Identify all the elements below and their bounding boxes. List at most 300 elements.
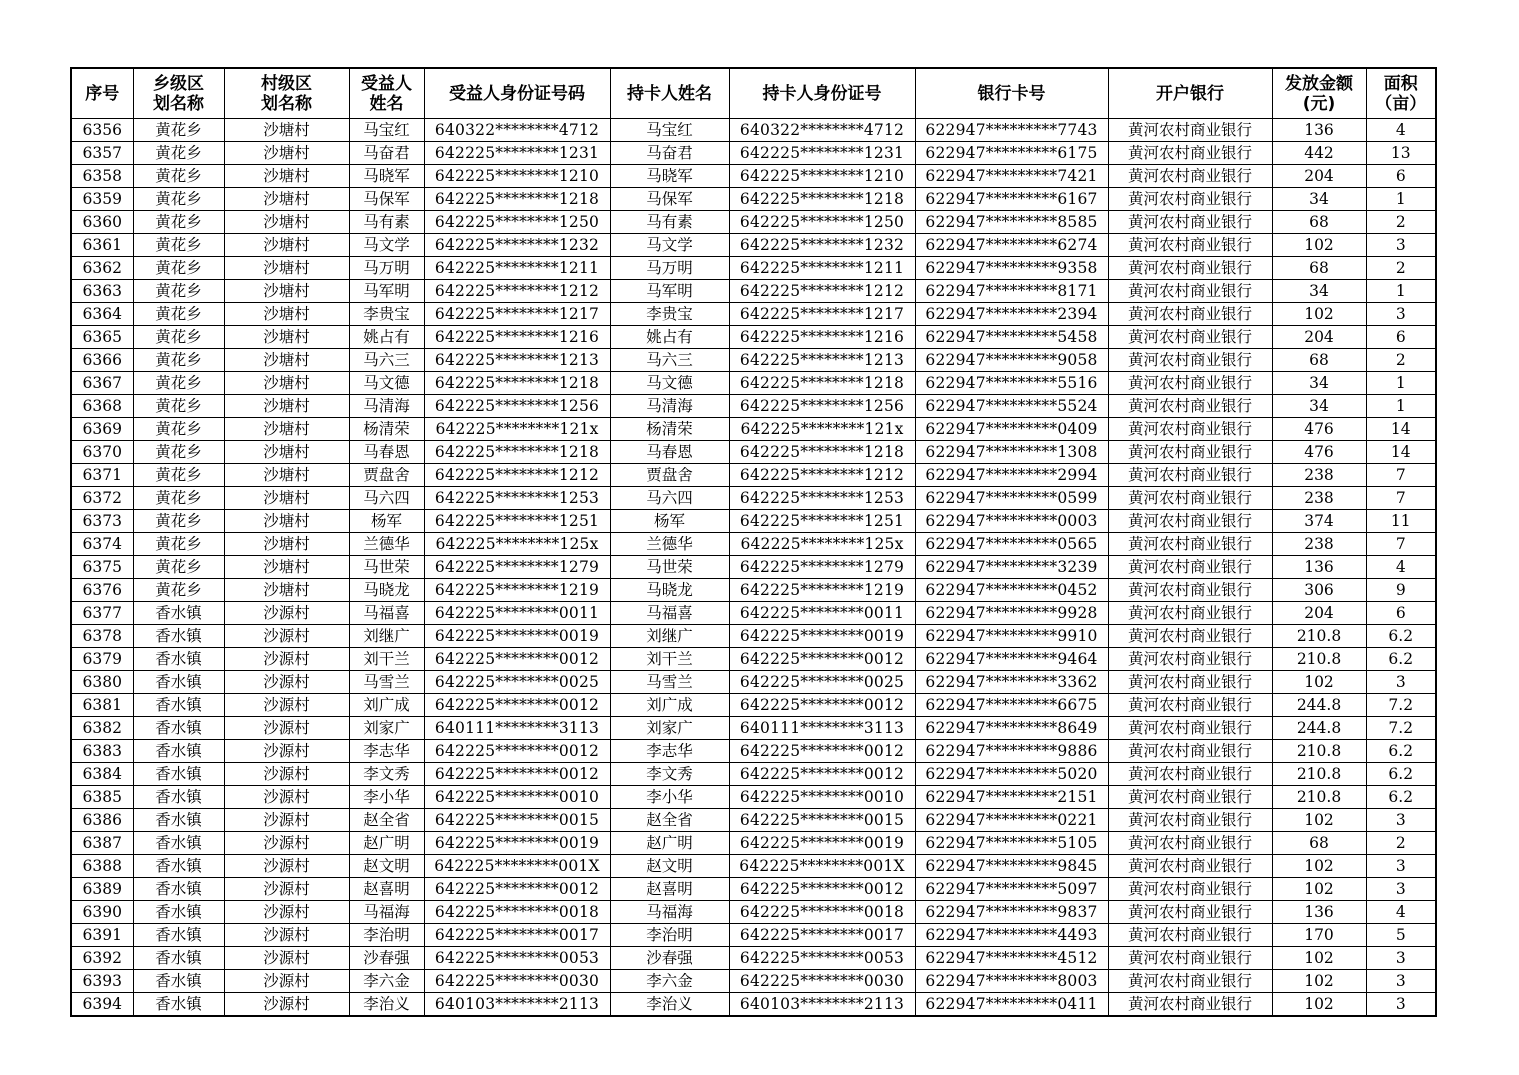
col-township-cell: 黄花乡	[133, 119, 224, 142]
table-row	[71, 487, 1436, 510]
col-index-cell: 6385	[71, 786, 133, 809]
col-bank-card-cell: 622947*********9058	[915, 349, 1108, 372]
col-township-cell: 香水镇	[133, 855, 224, 878]
col-beneficiary-name-cell: 马福喜	[349, 602, 424, 625]
col-area-cell: 6	[1366, 326, 1436, 349]
col-beneficiary-id-cell: 642225********0012	[424, 648, 610, 671]
col-township-cell: 黄花乡	[133, 533, 224, 556]
col-cardholder-id-cell: 642225********1212	[729, 464, 915, 487]
col-amount-cell: 210.8	[1272, 763, 1366, 786]
col-township-cell: 黄花乡	[133, 349, 224, 372]
table-row	[71, 763, 1436, 786]
col-cardholder-id-cell: 642225********1210	[729, 165, 915, 188]
col-beneficiary-id-cell: 642225********1256	[424, 395, 610, 418]
col-village-cell: 沙源村	[224, 602, 349, 625]
col-amount-cell: 68	[1272, 832, 1366, 855]
col-beneficiary-id-cell: 642225********1213	[424, 349, 610, 372]
header-col-cardholder-name	[610, 68, 729, 119]
col-area-cell: 3	[1366, 671, 1436, 694]
header-text: （亩）	[1375, 93, 1427, 114]
col-beneficiary-id-cell: 642225********1218	[424, 441, 610, 464]
col-area-cell: 3	[1366, 809, 1436, 832]
col-area-cell: 7	[1366, 533, 1436, 556]
table-row	[71, 924, 1436, 947]
table-body	[71, 119, 1436, 1017]
col-index-cell: 6368	[71, 395, 133, 418]
col-beneficiary-id-cell: 642225********1232	[424, 234, 610, 257]
col-beneficiary-id-cell: 642225********0012	[424, 694, 610, 717]
col-bank-card-cell: 622947*********3239	[915, 556, 1108, 579]
table-row	[71, 671, 1436, 694]
col-beneficiary-name-cell: 刘干兰	[349, 648, 424, 671]
header-col-area	[1366, 68, 1436, 119]
col-bank-card-cell: 622947*********7743	[915, 119, 1108, 142]
col-beneficiary-name-cell: 李贵宝	[349, 303, 424, 326]
col-beneficiary-id-cell: 642225********1250	[424, 211, 610, 234]
col-area-cell: 1	[1366, 188, 1436, 211]
col-beneficiary-id-cell: 642225********1217	[424, 303, 610, 326]
col-beneficiary-name-cell: 马有素	[349, 211, 424, 234]
col-beneficiary-id-cell: 642225********001X	[424, 855, 610, 878]
col-area-cell: 6.2	[1366, 740, 1436, 763]
col-index-cell: 6371	[71, 464, 133, 487]
col-bank-card-cell: 622947*********9886	[915, 740, 1108, 763]
col-beneficiary-id-cell: 642225********1216	[424, 326, 610, 349]
col-beneficiary-id-cell: 642225********0012	[424, 740, 610, 763]
col-township-cell: 黄花乡	[133, 487, 224, 510]
col-village-cell: 沙塘村	[224, 556, 349, 579]
col-area-cell: 3	[1366, 234, 1436, 257]
col-amount-cell: 102	[1272, 303, 1366, 326]
col-beneficiary-id-cell: 642225********121x	[424, 418, 610, 441]
col-village-cell: 沙源村	[224, 625, 349, 648]
col-cardholder-name-cell: 赵全省	[610, 809, 729, 832]
col-area-cell: 4	[1366, 119, 1436, 142]
col-beneficiary-name-cell: 马宝红	[349, 119, 424, 142]
col-cardholder-name-cell: 马六四	[610, 487, 729, 510]
col-village-cell: 沙源村	[224, 740, 349, 763]
subsidy-table-page	[70, 67, 1437, 1017]
col-bank-card-cell: 622947*********5020	[915, 763, 1108, 786]
table-row	[71, 878, 1436, 901]
col-village-cell: 沙塘村	[224, 349, 349, 372]
col-bank-cell: 黄河农村商业银行	[1108, 464, 1272, 487]
col-bank-card-cell: 622947*********7421	[915, 165, 1108, 188]
col-index-cell: 6374	[71, 533, 133, 556]
col-bank-card-cell: 622947*********2394	[915, 303, 1108, 326]
col-amount-cell: 136	[1272, 556, 1366, 579]
table-row	[71, 809, 1436, 832]
col-bank-card-cell: 622947*********5105	[915, 832, 1108, 855]
col-township-cell: 香水镇	[133, 809, 224, 832]
col-beneficiary-name-cell: 赵全省	[349, 809, 424, 832]
col-bank-cell: 黄河农村商业银行	[1108, 924, 1272, 947]
col-beneficiary-name-cell: 李六金	[349, 970, 424, 993]
col-index-cell: 6369	[71, 418, 133, 441]
col-township-cell: 黄花乡	[133, 165, 224, 188]
col-cardholder-id-cell: 642225********125x	[729, 533, 915, 556]
header-text: 划名称	[153, 93, 204, 114]
col-cardholder-id-cell: 642225********1253	[729, 487, 915, 510]
col-index-cell: 6390	[71, 901, 133, 924]
col-amount-cell: 306	[1272, 579, 1366, 602]
col-bank-card-cell: 622947*********9358	[915, 257, 1108, 280]
table-row	[71, 326, 1436, 349]
col-bank-cell: 黄河农村商业银行	[1108, 119, 1272, 142]
col-area-cell: 4	[1366, 901, 1436, 924]
col-bank-cell: 黄河农村商业银行	[1108, 142, 1272, 165]
col-bank-card-cell: 622947*********1308	[915, 441, 1108, 464]
col-bank-cell: 黄河农村商业银行	[1108, 671, 1272, 694]
col-cardholder-name-cell: 马清海	[610, 395, 729, 418]
col-cardholder-name-cell: 李六金	[610, 970, 729, 993]
col-cardholder-id-cell: 640103********2113	[729, 993, 915, 1017]
col-beneficiary-id-cell: 642225********0018	[424, 901, 610, 924]
col-index-cell: 6386	[71, 809, 133, 832]
col-bank-cell: 黄河农村商业银行	[1108, 625, 1272, 648]
col-cardholder-id-cell: 640111********3113	[729, 717, 915, 740]
col-township-cell: 香水镇	[133, 924, 224, 947]
col-village-cell: 沙源村	[224, 970, 349, 993]
col-index-cell: 6356	[71, 119, 133, 142]
col-township-cell: 黄花乡	[133, 280, 224, 303]
header-col-amount	[1272, 68, 1366, 119]
col-amount-cell: 170	[1272, 924, 1366, 947]
header-text: 划名称	[261, 93, 312, 114]
col-village-cell: 沙源村	[224, 694, 349, 717]
col-amount-cell: 210.8	[1272, 625, 1366, 648]
col-cardholder-name-cell: 杨清荣	[610, 418, 729, 441]
col-amount-cell: 102	[1272, 671, 1366, 694]
header-col-beneficiary-id	[424, 68, 610, 119]
col-township-cell: 黄花乡	[133, 556, 224, 579]
col-amount-cell: 204	[1272, 602, 1366, 625]
col-village-cell: 沙源村	[224, 648, 349, 671]
col-township-cell: 黄花乡	[133, 142, 224, 165]
col-amount-cell: 34	[1272, 188, 1366, 211]
col-beneficiary-name-cell: 马保军	[349, 188, 424, 211]
col-amount-cell: 34	[1272, 395, 1366, 418]
col-bank-card-cell: 622947*********8649	[915, 717, 1108, 740]
header-text: 面积	[1383, 73, 1418, 94]
col-cardholder-name-cell: 马福喜	[610, 602, 729, 625]
col-village-cell: 沙塘村	[224, 280, 349, 303]
col-index-cell: 6370	[71, 441, 133, 464]
col-index-cell: 6359	[71, 188, 133, 211]
col-amount-cell: 102	[1272, 993, 1366, 1017]
col-bank-card-cell: 622947*********0221	[915, 809, 1108, 832]
col-beneficiary-name-cell: 马晓军	[349, 165, 424, 188]
col-cardholder-name-cell: 刘干兰	[610, 648, 729, 671]
col-cardholder-id-cell: 642225********0018	[729, 901, 915, 924]
col-township-cell: 黄花乡	[133, 234, 224, 257]
col-cardholder-id-cell: 642225********1218	[729, 188, 915, 211]
table-row	[71, 947, 1436, 970]
col-cardholder-name-cell: 马晓龙	[610, 579, 729, 602]
header-text: 受益人身份证号码	[449, 83, 585, 104]
col-bank-card-cell: 622947*********9928	[915, 602, 1108, 625]
col-area-cell: 7.2	[1366, 694, 1436, 717]
col-bank-cell: 黄河农村商业银行	[1108, 993, 1272, 1017]
col-beneficiary-name-cell: 马世荣	[349, 556, 424, 579]
col-village-cell: 沙塘村	[224, 119, 349, 142]
col-cardholder-id-cell: 642225********0030	[729, 970, 915, 993]
col-bank-cell: 黄河农村商业银行	[1108, 901, 1272, 924]
col-amount-cell: 136	[1272, 119, 1366, 142]
col-cardholder-id-cell: 642225********1216	[729, 326, 915, 349]
col-beneficiary-id-cell: 640322********4712	[424, 119, 610, 142]
col-bank-card-cell: 622947*********5458	[915, 326, 1108, 349]
col-cardholder-name-cell: 赵文明	[610, 855, 729, 878]
col-beneficiary-name-cell: 马文德	[349, 372, 424, 395]
table-row	[71, 602, 1436, 625]
col-cardholder-id-cell: 642225********0025	[729, 671, 915, 694]
header-text: 村级区	[261, 73, 312, 94]
col-area-cell: 6.2	[1366, 648, 1436, 671]
col-village-cell: 沙源村	[224, 924, 349, 947]
header-text: 开户银行	[1156, 83, 1224, 104]
table-row	[71, 257, 1436, 280]
header-col-bank	[1108, 68, 1272, 119]
col-bank-card-cell: 622947*********5097	[915, 878, 1108, 901]
table-row	[71, 211, 1436, 234]
col-beneficiary-id-cell: 642225********0015	[424, 809, 610, 832]
col-amount-cell: 136	[1272, 901, 1366, 924]
col-township-cell: 香水镇	[133, 786, 224, 809]
col-beneficiary-name-cell: 马清海	[349, 395, 424, 418]
col-amount-cell: 374	[1272, 510, 1366, 533]
col-township-cell: 香水镇	[133, 740, 224, 763]
col-bank-card-cell: 622947*********0003	[915, 510, 1108, 533]
table-row	[71, 441, 1436, 464]
col-index-cell: 6382	[71, 717, 133, 740]
col-bank-cell: 黄河农村商业银行	[1108, 349, 1272, 372]
col-beneficiary-id-cell: 642225********1218	[424, 372, 610, 395]
table-row	[71, 855, 1436, 878]
col-cardholder-id-cell: 642225********0012	[729, 694, 915, 717]
table-row	[71, 418, 1436, 441]
col-beneficiary-id-cell: 642225********0012	[424, 763, 610, 786]
col-beneficiary-name-cell: 马六四	[349, 487, 424, 510]
col-bank-card-cell: 622947*********5524	[915, 395, 1108, 418]
table-row	[71, 832, 1436, 855]
col-bank-card-cell: 622947*********8003	[915, 970, 1108, 993]
table-row	[71, 786, 1436, 809]
col-township-cell: 香水镇	[133, 832, 224, 855]
col-cardholder-id-cell: 642225********0053	[729, 947, 915, 970]
col-area-cell: 6.2	[1366, 625, 1436, 648]
col-bank-cell: 黄河农村商业银行	[1108, 648, 1272, 671]
col-township-cell: 黄花乡	[133, 303, 224, 326]
col-bank-cell: 黄河农村商业银行	[1108, 165, 1272, 188]
col-area-cell: 9	[1366, 579, 1436, 602]
col-township-cell: 香水镇	[133, 901, 224, 924]
col-amount-cell: 34	[1272, 280, 1366, 303]
col-beneficiary-id-cell: 642225********0012	[424, 878, 610, 901]
col-township-cell: 黄花乡	[133, 326, 224, 349]
col-bank-cell: 黄河农村商业银行	[1108, 234, 1272, 257]
col-cardholder-id-cell: 642225********0019	[729, 625, 915, 648]
col-cardholder-name-cell: 马文德	[610, 372, 729, 395]
col-township-cell: 香水镇	[133, 625, 224, 648]
col-township-cell: 黄花乡	[133, 211, 224, 234]
header-text: 发放金额	[1285, 73, 1353, 94]
col-cardholder-id-cell: 642225********1279	[729, 556, 915, 579]
col-index-cell: 6373	[71, 510, 133, 533]
col-amount-cell: 210.8	[1272, 740, 1366, 763]
col-bank-cell: 黄河农村商业银行	[1108, 372, 1272, 395]
col-village-cell: 沙源村	[224, 671, 349, 694]
col-bank-card-cell: 622947*********9845	[915, 855, 1108, 878]
col-bank-cell: 黄河农村商业银行	[1108, 832, 1272, 855]
col-area-cell: 1	[1366, 372, 1436, 395]
col-beneficiary-name-cell: 马春恩	[349, 441, 424, 464]
col-index-cell: 6387	[71, 832, 133, 855]
col-area-cell: 14	[1366, 418, 1436, 441]
col-index-cell: 6375	[71, 556, 133, 579]
col-bank-card-cell: 622947*********6274	[915, 234, 1108, 257]
col-cardholder-id-cell: 640322********4712	[729, 119, 915, 142]
table-row	[71, 165, 1436, 188]
col-beneficiary-name-cell: 李小华	[349, 786, 424, 809]
col-beneficiary-name-cell: 贾盘舍	[349, 464, 424, 487]
col-bank-cell: 黄河农村商业银行	[1108, 257, 1272, 280]
col-amount-cell: 102	[1272, 947, 1366, 970]
col-bank-card-cell: 622947*********0565	[915, 533, 1108, 556]
col-amount-cell: 102	[1272, 234, 1366, 257]
col-cardholder-id-cell: 642225********0012	[729, 878, 915, 901]
col-beneficiary-id-cell: 640111********3113	[424, 717, 610, 740]
col-cardholder-name-cell: 马春恩	[610, 441, 729, 464]
col-village-cell: 沙塘村	[224, 418, 349, 441]
header-text: 姓名	[369, 93, 404, 114]
col-township-cell: 香水镇	[133, 763, 224, 786]
col-index-cell: 6367	[71, 372, 133, 395]
table-row	[71, 188, 1436, 211]
table-row	[71, 119, 1436, 142]
col-cardholder-name-cell: 马世荣	[610, 556, 729, 579]
col-index-cell: 6384	[71, 763, 133, 786]
col-beneficiary-id-cell: 642225********1231	[424, 142, 610, 165]
col-area-cell: 2	[1366, 257, 1436, 280]
col-bank-cell: 黄河农村商业银行	[1108, 740, 1272, 763]
table-row	[71, 694, 1436, 717]
table-row	[71, 901, 1436, 924]
col-area-cell: 6.2	[1366, 786, 1436, 809]
col-beneficiary-name-cell: 李志华	[349, 740, 424, 763]
col-index-cell: 6394	[71, 993, 133, 1017]
col-index-cell: 6360	[71, 211, 133, 234]
col-bank-cell: 黄河农村商业银行	[1108, 533, 1272, 556]
col-bank-card-cell: 622947*********0411	[915, 993, 1108, 1017]
col-village-cell: 沙源村	[224, 832, 349, 855]
col-area-cell: 3	[1366, 947, 1436, 970]
col-beneficiary-name-cell: 杨军	[349, 510, 424, 533]
col-village-cell: 沙塘村	[224, 142, 349, 165]
col-beneficiary-id-cell: 642225********1212	[424, 464, 610, 487]
col-cardholder-id-cell: 642225********1212	[729, 280, 915, 303]
header-col-village	[224, 68, 349, 119]
col-cardholder-name-cell: 马保军	[610, 188, 729, 211]
col-village-cell: 沙源村	[224, 947, 349, 970]
col-beneficiary-name-cell: 李治义	[349, 993, 424, 1017]
col-village-cell: 沙源村	[224, 901, 349, 924]
col-amount-cell: 68	[1272, 211, 1366, 234]
col-index-cell: 6377	[71, 602, 133, 625]
col-area-cell: 6	[1366, 602, 1436, 625]
col-bank-card-cell: 622947*********0409	[915, 418, 1108, 441]
col-bank-card-cell: 622947*********8585	[915, 211, 1108, 234]
col-township-cell: 黄花乡	[133, 464, 224, 487]
col-bank-cell: 黄河农村商业银行	[1108, 717, 1272, 740]
col-township-cell: 香水镇	[133, 970, 224, 993]
table-row	[71, 579, 1436, 602]
col-index-cell: 6378	[71, 625, 133, 648]
col-cardholder-name-cell: 马有素	[610, 211, 729, 234]
col-village-cell: 沙塘村	[224, 165, 349, 188]
table-row	[71, 533, 1436, 556]
col-bank-cell: 黄河农村商业银行	[1108, 395, 1272, 418]
col-beneficiary-name-cell: 马万明	[349, 257, 424, 280]
col-cardholder-id-cell: 642225********1217	[729, 303, 915, 326]
col-cardholder-name-cell: 姚占有	[610, 326, 729, 349]
col-area-cell: 7.2	[1366, 717, 1436, 740]
col-bank-card-cell: 622947*********8171	[915, 280, 1108, 303]
col-index-cell: 6361	[71, 234, 133, 257]
table-row	[71, 648, 1436, 671]
col-cardholder-id-cell: 642225********0012	[729, 763, 915, 786]
col-township-cell: 黄花乡	[133, 257, 224, 280]
col-beneficiary-name-cell: 马奋君	[349, 142, 424, 165]
header-col-cardholder-id	[729, 68, 915, 119]
col-cardholder-id-cell: 642225********0011	[729, 602, 915, 625]
col-cardholder-name-cell: 赵喜明	[610, 878, 729, 901]
col-village-cell: 沙塘村	[224, 441, 349, 464]
col-bank-cell: 黄河农村商业银行	[1108, 878, 1272, 901]
col-beneficiary-id-cell: 642225********0019	[424, 625, 610, 648]
col-cardholder-id-cell: 642225********121x	[729, 418, 915, 441]
col-bank-card-cell: 622947*********6675	[915, 694, 1108, 717]
table-row	[71, 349, 1436, 372]
col-beneficiary-name-cell: 刘广成	[349, 694, 424, 717]
col-beneficiary-name-cell: 赵广明	[349, 832, 424, 855]
col-area-cell: 11	[1366, 510, 1436, 533]
col-cardholder-id-cell: 642225********1218	[729, 372, 915, 395]
col-cardholder-id-cell: 642225********1219	[729, 579, 915, 602]
col-bank-cell: 黄河农村商业银行	[1108, 602, 1272, 625]
header-col-bank-card	[915, 68, 1108, 119]
col-beneficiary-name-cell: 赵文明	[349, 855, 424, 878]
table-row	[71, 372, 1436, 395]
col-village-cell: 沙塘村	[224, 395, 349, 418]
col-township-cell: 香水镇	[133, 694, 224, 717]
col-village-cell: 沙塘村	[224, 257, 349, 280]
col-beneficiary-name-cell: 沙春强	[349, 947, 424, 970]
col-bank-cell: 黄河农村商业银行	[1108, 326, 1272, 349]
table-row	[71, 993, 1436, 1017]
col-index-cell: 6376	[71, 579, 133, 602]
col-cardholder-name-cell: 杨军	[610, 510, 729, 533]
col-beneficiary-id-cell: 642225********1279	[424, 556, 610, 579]
col-cardholder-id-cell: 642225********001X	[729, 855, 915, 878]
col-amount-cell: 68	[1272, 349, 1366, 372]
col-township-cell: 香水镇	[133, 671, 224, 694]
col-village-cell: 沙塘村	[224, 188, 349, 211]
col-bank-cell: 黄河农村商业银行	[1108, 418, 1272, 441]
col-township-cell: 香水镇	[133, 602, 224, 625]
col-index-cell: 6364	[71, 303, 133, 326]
col-cardholder-name-cell: 马雪兰	[610, 671, 729, 694]
